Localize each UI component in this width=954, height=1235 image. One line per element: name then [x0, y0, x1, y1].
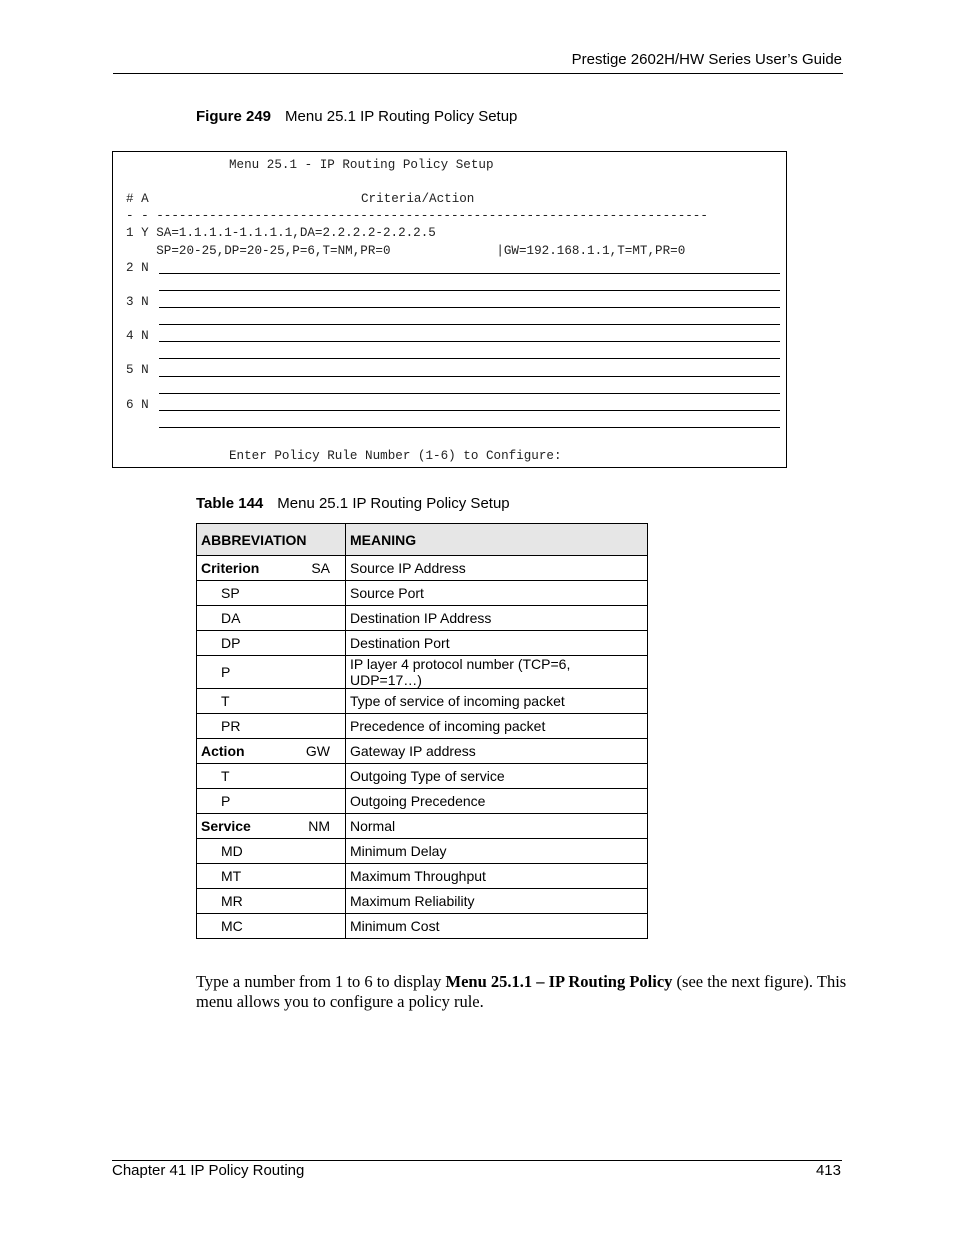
meaning-cell: Destination Port — [346, 631, 648, 656]
abbr-cell: P — [197, 656, 346, 689]
table-row — [197, 581, 648, 606]
meaning-cell: Minimum Delay — [346, 839, 648, 864]
table-header-row — [197, 524, 648, 556]
screen-rule-1-line-2: SP=20-25,DP=20-25,P=6,T=NM,PR=0 |GW=192.168.1.1,T=MT,PR=0 — [126, 244, 686, 258]
screen-rule-6-label: 6 N — [126, 398, 149, 412]
abbr-cell: DA — [197, 606, 346, 631]
guide-title: Prestige 2602H/HW Series User’s Guide — [571, 51, 842, 68]
abbr-cell: DP — [197, 631, 346, 656]
screen-rule-3-blank-1 — [159, 307, 780, 308]
terminal-screen — [112, 151, 787, 468]
abbr-cell — [197, 814, 346, 839]
abbr-cell: MD — [197, 839, 346, 864]
abbr-cell: MR — [197, 889, 346, 914]
abbr-cell: T — [197, 689, 346, 714]
group-label: Action — [201, 743, 245, 759]
screen-rule-5-blank-2 — [159, 393, 780, 394]
screen-rule-1-line-1: 1 Y SA=1.1.1.1-1.1.1.1,DA=2.2.2.2-2.2.2.5 — [126, 226, 436, 240]
abbr-cell — [197, 556, 346, 581]
meaning-cell: IP layer 4 protocol number (TCP=6, UDP=17…) — [346, 656, 648, 689]
meaning-cell: Type of service of incoming packet — [346, 689, 648, 714]
screen-prompt: Enter Policy Rule Number (1-6) to Configure: — [229, 449, 562, 463]
abbr-cell: T — [197, 764, 346, 789]
abbr-cell: MT — [197, 864, 346, 889]
screen-col-header-left: # A — [126, 192, 149, 206]
footer-divider — [112, 1160, 842, 1161]
abbr-code: NM — [308, 818, 330, 834]
table-row — [197, 889, 648, 914]
menu-reference: Menu 25.1.1 – IP Routing Policy — [445, 971, 673, 991]
abbr-cell: MC — [197, 914, 346, 939]
table-row — [197, 689, 648, 714]
screen-rule-4-label: 4 N — [126, 329, 149, 343]
group-label: Criterion — [201, 560, 260, 576]
screen-rule-2-blank-2 — [159, 290, 780, 291]
screen-rule-5-blank-1 — [159, 376, 780, 377]
group-label: Service — [201, 818, 251, 834]
meaning-cell: Destination IP Address — [346, 606, 648, 631]
figure-title: Menu 25.1 IP Routing Policy Setup — [285, 108, 518, 125]
meaning-cell: Source IP Address — [346, 556, 648, 581]
abbr-cell: P — [197, 789, 346, 814]
meaning-cell: Maximum Throughput — [346, 864, 648, 889]
screen-rule-6-blank-2 — [159, 427, 780, 428]
table-row — [197, 789, 648, 814]
table-row — [197, 914, 648, 939]
screen-col-header-mid: Criteria/Action — [361, 192, 475, 206]
screen-rule-4-blank-2 — [159, 358, 780, 359]
meaning-cell: Source Port — [346, 581, 648, 606]
table-row — [197, 814, 648, 839]
table-title: Menu 25.1 IP Routing Policy Setup — [277, 495, 510, 512]
table-row — [197, 739, 648, 764]
meaning-cell: Gateway IP address — [346, 739, 648, 764]
screen-title: Menu 25.1 - IP Routing Policy Setup — [229, 158, 494, 172]
meaning-cell: Minimum Cost — [346, 914, 648, 939]
meaning-cell: Precedence of incoming packet — [346, 714, 648, 739]
screen-rule-6-blank-1 — [159, 410, 780, 411]
abbr-cell: SP — [197, 581, 346, 606]
table-row — [197, 656, 648, 689]
header-meaning: MEANING — [346, 524, 648, 556]
chapter-title: Chapter 41 IP Policy Routing — [112, 1162, 305, 1179]
abbr-cell — [197, 739, 346, 764]
figure-caption — [196, 108, 517, 125]
table-row — [197, 839, 648, 864]
table-label: Table 144 — [196, 495, 264, 512]
table-row — [197, 631, 648, 656]
page-number: 413 — [815, 1162, 841, 1179]
table-row — [197, 714, 648, 739]
screen-rule-3-blank-2 — [159, 324, 780, 325]
header-abbreviation: ABBREVIATION — [197, 524, 346, 556]
screen-rule-3-label: 3 N — [126, 295, 149, 309]
abbr-code: SA — [311, 560, 330, 576]
body-text-end: (see the next figure). This menu allows you to configure a policy rule. — [196, 971, 847, 1011]
header-divider — [113, 73, 843, 74]
screen-rule-4-blank-1 — [159, 341, 780, 342]
table-row — [197, 556, 648, 581]
abbr-code: GW — [305, 743, 330, 759]
meaning-cell: Outgoing Type of service — [346, 764, 648, 789]
table-caption — [196, 495, 510, 512]
meaning-cell: Maximum Reliability — [346, 889, 648, 914]
screen-rule-2-label: 2 N — [126, 261, 149, 275]
screen-rule-5-label: 5 N — [126, 363, 149, 377]
table-row — [197, 606, 648, 631]
abbreviation-table — [196, 523, 648, 939]
meaning-cell: Normal — [346, 814, 648, 839]
table-row — [197, 764, 648, 789]
body-paragraph — [196, 972, 856, 1012]
screen-rule-2-blank-1 — [159, 273, 780, 274]
screen-separator: - - ------------------------------------------------------------------------- — [126, 209, 708, 223]
meaning-cell: Outgoing Precedence — [346, 789, 648, 814]
abbr-cell: PR — [197, 714, 346, 739]
body-text-start: Type a number from 1 to 6 to display — [196, 971, 446, 991]
table-row — [197, 864, 648, 889]
figure-label: Figure 249 — [196, 108, 272, 125]
